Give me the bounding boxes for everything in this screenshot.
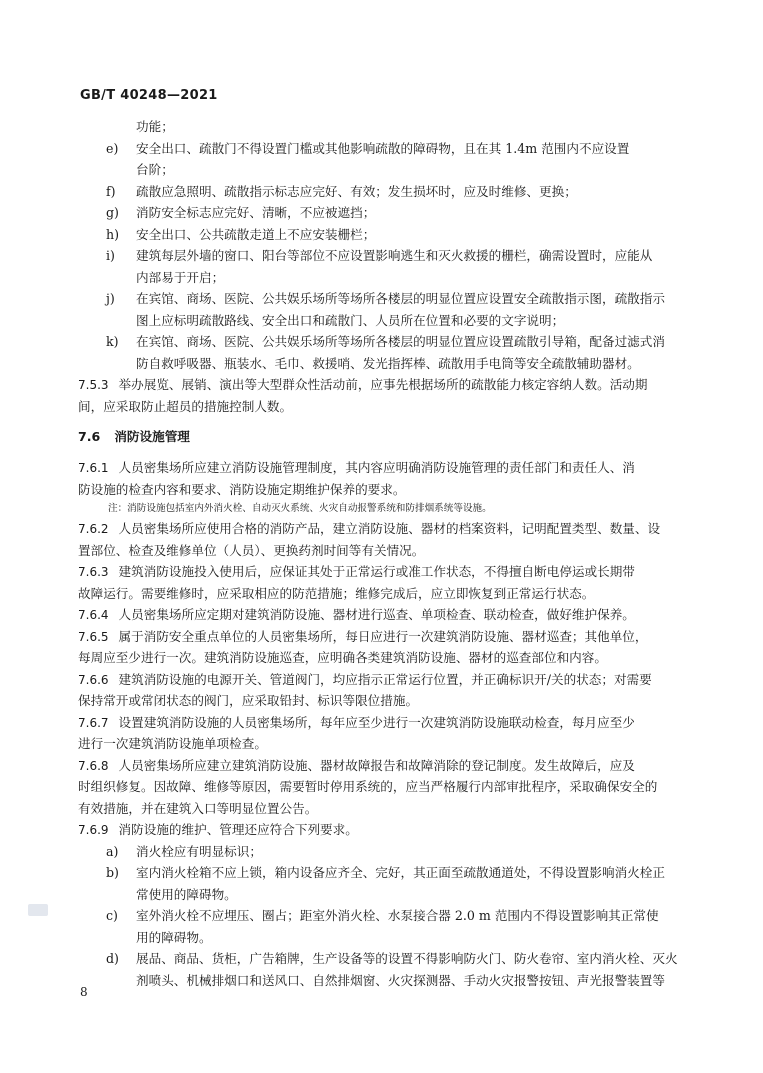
- list-item-text: 安全出口、公共疏散走道上不应安装栅栏；: [136, 226, 376, 242]
- list-item-marker: f): [106, 183, 116, 199]
- clause-number: 7.6.6: [78, 672, 109, 687]
- clause-text: 举办展览、展销、演出等大型群众性活动前，应事先根据场所的疏散能力核定容纳人数。活动期: [118, 377, 648, 392]
- list-item-continuation: 图上应标明疏散路线、安全出口和疏散门、人员所在位置和必要的文字说明；: [136, 312, 565, 328]
- list-item-continuation: 常使用的障碍物。: [136, 886, 237, 902]
- paragraph-line: 时组织修复。因故障、维修等原因，需要暂时停用系统的，应当严格履行内部审批程序，采取确保安全的: [78, 779, 658, 794]
- paragraph-line: 间，应采取防止超员的措施控制人数。: [78, 398, 293, 414]
- clause-text: 设置建筑消防设施的人员密集场所，每年应至少进行一次建筑消防设施联动检查，每月应至少: [118, 714, 635, 730]
- clause-number: 7.5.3: [78, 378, 109, 392]
- document-body: [78, 116, 678, 991]
- clause-number: 7.6.3: [78, 565, 109, 579]
- list-item: [78, 905, 670, 927]
- paragraph-line: 进行一次建筑消防设施单项检查。: [78, 736, 267, 751]
- list-item-text: 消火栓应有明显标识；: [136, 843, 262, 859]
- paragraph-line: 保持常开或常闭状态的阀门，应采取铅封、标识等限位措施。: [78, 693, 419, 708]
- list-item-marker: i): [106, 248, 115, 263]
- list-item: [78, 138, 670, 160]
- side-tab-marker: [28, 904, 48, 916]
- list-item-marker: g): [106, 205, 119, 220]
- list-item-text: 在宾馆、商场、医院、公共娱乐场所等场所各楼层的明显位置应设置疏散引导箱，配备过滤式消: [136, 334, 665, 349]
- list-item: [78, 862, 670, 884]
- clause-text: 人员密集场所应建立建筑消防设施、器材故障报告和故障消除的登记制度。发生故障后，应及: [118, 757, 635, 773]
- list-item: [78, 245, 670, 267]
- list-item-continuation: 内部易于开启；: [136, 269, 225, 285]
- paragraph-line: 每周应至少进行一次。建筑消防设施巡查，应明确各类建筑消防设施、器材的巡查部位和内容。: [78, 650, 607, 665]
- clause-text: 人员密集场所应建立消防设施管理制度，其内容应明确消防设施管理的责任部门和责任人、消: [118, 460, 635, 475]
- list-item-marker: k): [106, 334, 119, 349]
- list-item-continuation: 台阶；: [136, 162, 174, 177]
- list-item-text: 在宾馆、商场、医院、公共娱乐场所等场所各楼层的明显位置应设置安全疏散指示图，疏散指示: [136, 291, 665, 306]
- clause: [78, 819, 670, 841]
- clause: [78, 561, 670, 583]
- clause-number: 7.6.4: [78, 608, 109, 622]
- standard-header: GB/T 40248—2021: [80, 88, 218, 103]
- clause: [78, 457, 670, 479]
- list-item-text: 室外消火栓不应埋压、圈占；距室外消火栓、水泵接合器 2.0 m 范围内不得设置影响其正常使: [136, 908, 659, 923]
- list-item-continuation: 防自救呼吸器、瓶装水、毛巾、救援哨、发光指挥棒、疏散用手电筒等安全疏散辅助器材。: [136, 355, 640, 371]
- clause: [78, 755, 670, 777]
- list-item-continuation: 用的障碍物。: [136, 929, 212, 945]
- note: 注：消防设施包括室内外消火栓、自动灭火系统、火灾自动报警系统和防排烟系统等设施。: [108, 503, 492, 514]
- clause-text: 属于消防安全重点单位的人员密集场所，每日应进行一次建筑消防设施、器材巡查；其他单位，: [118, 628, 648, 644]
- list-item-marker: c): [106, 908, 118, 923]
- clause-text: 建筑消防设施投入使用后，应保证其处于正常运行或准工作状态，不得擅自断电停运或长期带: [118, 564, 635, 579]
- paragraph-line: 故障运行。需要维修时，应采取相应的防范措施；维修完成后，应立即恢复到正常运行状态。: [78, 585, 595, 601]
- list-item-marker: e): [106, 140, 119, 156]
- clause-number: 7.6.7: [78, 715, 109, 730]
- clause-text: 建筑消防设施的电源开关、管道阀门，均应指示正常运行位置，并正确标识开/关的状态；对需要: [118, 671, 652, 687]
- list-item-text: 展品、商品、货柜，广告箱牌，生产设备等的设置不得影响防火门、防火卷帘、室内消火栓、灭火: [136, 951, 678, 966]
- clause: [78, 374, 670, 396]
- list-item-text: 安全出口、疏散门不得设置门槛或其他影响疏散的障碍物，且在其 1.4m 范围内不应设置: [136, 140, 630, 156]
- list-item-continuation: 剂喷头、机械排烟口和送风口、自然排烟窗、火灾探测器、手动火灾报警按钮、声光报警装置等: [136, 972, 665, 988]
- list-item: [78, 181, 670, 203]
- clause-text: 人员密集场所应定期对建筑消防设施、器材进行巡查、单项检查、联动检查，做好维护保养。: [118, 607, 635, 622]
- list-item: [78, 202, 670, 224]
- list-item-text: 建筑每层外墙的窗口、阳台等部位不应设置影响逃生和灭火救援的栅栏，确需设置时，应能从: [136, 248, 653, 263]
- list-item: [78, 841, 670, 863]
- clause: [78, 518, 670, 540]
- paragraph-line: 有效措施，并在建筑入口等明显位置公告。: [78, 800, 318, 816]
- section-heading: [78, 426, 670, 448]
- page-number: 8: [80, 985, 88, 999]
- list-item-marker: a): [106, 843, 119, 859]
- list-item-text: 疏散应急照明、疏散指示标志应完好、有效；发生损坏时，应及时维修、更换；: [136, 183, 577, 199]
- clause-text: 消防设施管理: [114, 429, 190, 444]
- section-spacer: [78, 448, 670, 457]
- list-item: [78, 224, 670, 246]
- paragraph-line: 防设施的检查内容和要求、消防设施定期维护保养的要求。: [78, 481, 406, 497]
- list-item: [78, 331, 670, 353]
- clause: [78, 604, 670, 626]
- clause-number: 7.6.9: [78, 823, 109, 837]
- clause-number: 7.6.1: [78, 461, 109, 475]
- list-item: [78, 288, 670, 310]
- clause: [78, 626, 670, 648]
- paragraph-line: 置部位、检查及维修单位（人员）、更换药剂时间等有关情况。: [78, 542, 425, 558]
- clause: [78, 712, 670, 734]
- clause: [78, 669, 670, 691]
- section-spacer: [78, 417, 670, 426]
- clause-number: 7.6.2: [78, 522, 109, 536]
- list-item: [78, 948, 678, 970]
- clause-text: 人员密集场所应使用合格的消防产品，建立消防设施、器材的档案资料，记明配置类型、数量、设: [118, 521, 661, 536]
- list-item-text: 室内消火栓箱不应上锁，箱内设备应齐全、完好，其正面至疏散通道处，不得设置影响消火栓正: [136, 865, 665, 880]
- clause-text: 消防设施的维护、管理还应符合下列要求。: [118, 822, 358, 837]
- list-item-marker: d): [106, 951, 119, 966]
- list-item-continuation: 功能；: [136, 119, 174, 134]
- list-item-marker: j): [106, 291, 115, 306]
- list-item-text: 消防安全标志应完好、清晰，不应被遮挡；: [136, 205, 376, 220]
- clause-number: 7.6.5: [78, 629, 109, 644]
- clause-number: 7.6.8: [78, 758, 109, 773]
- list-item-marker: h): [106, 226, 120, 242]
- list-item-marker: b): [106, 865, 119, 880]
- clause-number: 7.6: [78, 429, 101, 444]
